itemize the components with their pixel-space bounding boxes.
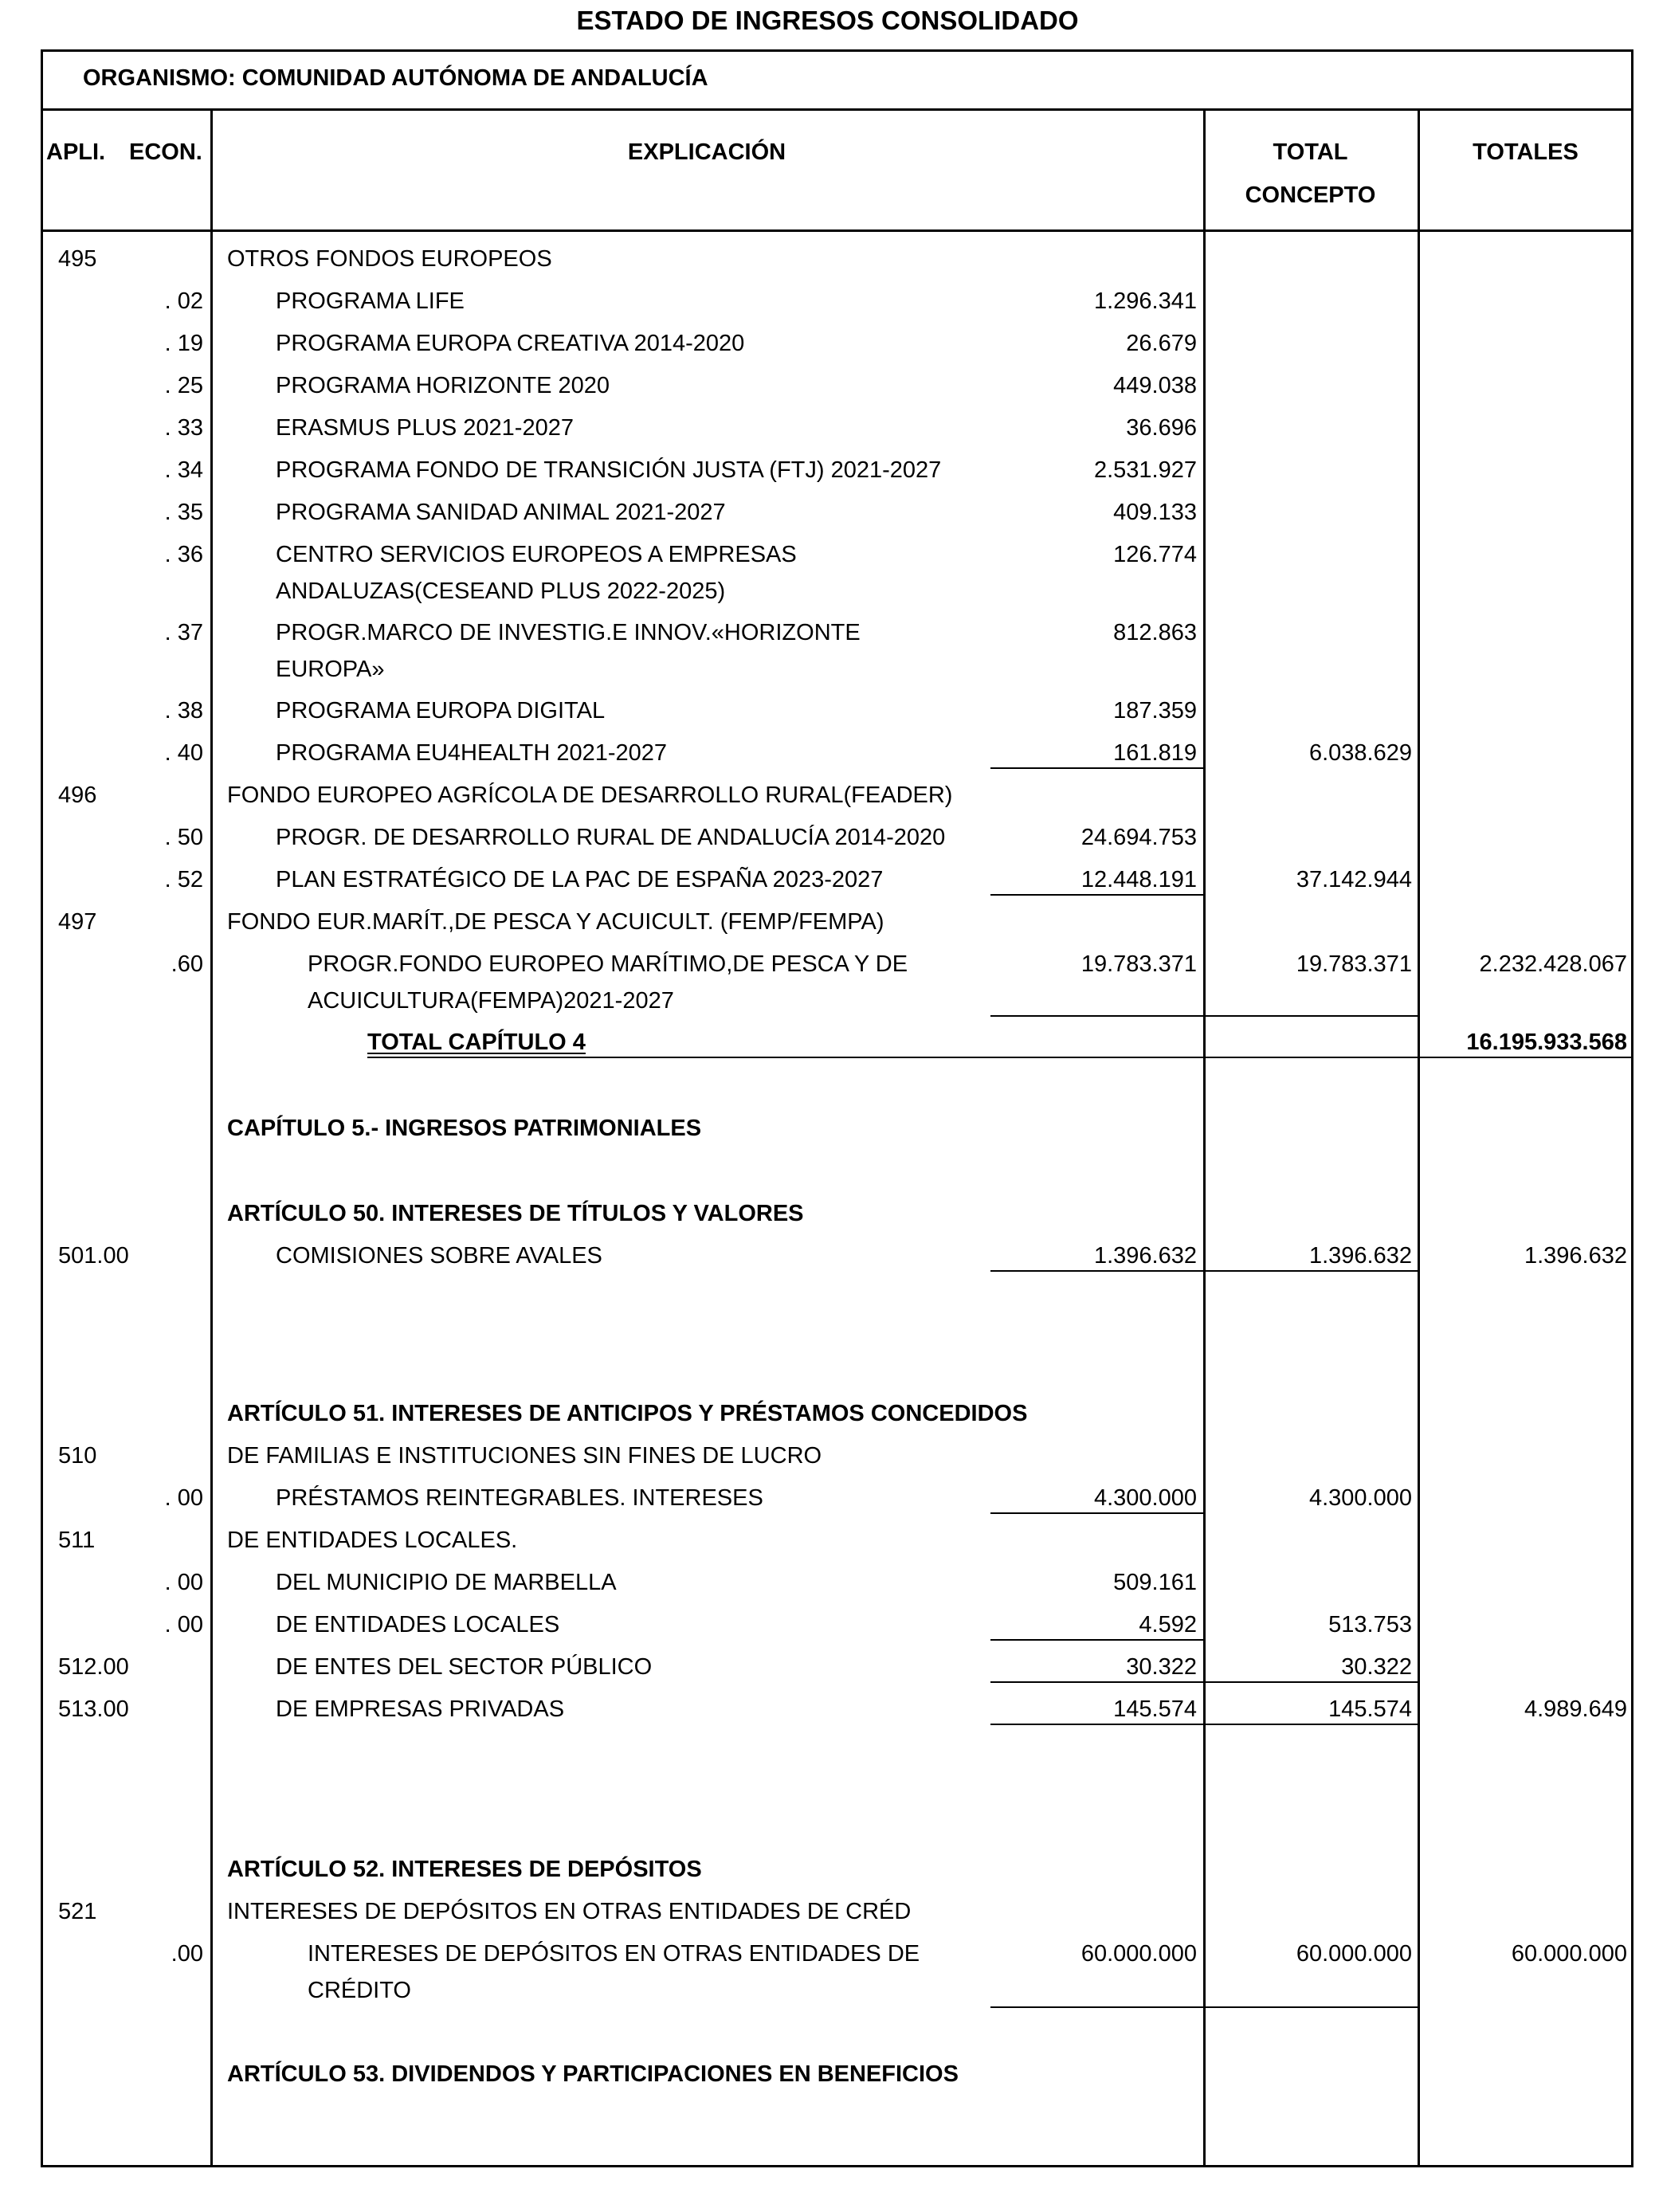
chapter-heading: CAPÍTULO 5.- INGRESOS PATRIMONIALES	[227, 1116, 702, 1141]
row-econ: . 00	[164, 1612, 203, 1637]
row-desc: DE ENTIDADES LOCALES.	[227, 1528, 518, 1553]
row-apli: 521	[58, 1899, 97, 1924]
subtotal-underline	[990, 1681, 1418, 1683]
row-total-concepto: 145.574	[1328, 1696, 1412, 1722]
row-amount: 145.574	[1113, 1696, 1197, 1722]
header-explicacion: EXPLICACIÓN	[627, 139, 786, 165]
row-desc: PROGRAMA EUROPA CREATIVA 2014-2020	[276, 331, 745, 356]
table-row	[0, 775, 1655, 816]
row-econ: . 50	[164, 825, 203, 850]
table-row	[0, 1604, 1655, 1645]
row-econ: . 38	[164, 698, 203, 724]
article-heading: ARTÍCULO 52. INTERESES DE DEPÓSITOS	[227, 1857, 702, 1882]
header-top-divider	[41, 108, 1633, 111]
row-desc: PROGRAMA FONDO DE TRANSICIÓN JUSTA (FTJ) 2021-2027	[276, 457, 942, 483]
table-row	[0, 1393, 1655, 1434]
table-row	[0, 534, 1655, 612]
total-capitulo-underline	[367, 1057, 1633, 1058]
row-apli: 512.00	[58, 1654, 129, 1680]
table-row	[0, 901, 1655, 943]
table-row	[0, 1562, 1655, 1603]
row-amount: 26.679	[1126, 331, 1197, 356]
row-econ: . 36	[164, 542, 203, 567]
row-amount: 19.783.371	[1080, 951, 1197, 977]
header-total-concepto-line2: CONCEPTO	[1245, 182, 1376, 208]
row-desc: INTERESES DE DEPÓSITOS EN OTRAS ENTIDADES DE CRÉD	[227, 1899, 912, 1924]
header-bottom-divider	[41, 229, 1633, 232]
row-desc: DE EMPRESAS PRIVADAS	[276, 1696, 565, 1722]
table-row	[0, 1891, 1655, 1932]
row-totales: 60.000.000	[1511, 1941, 1627, 1967]
page-title: ESTADO DE INGRESOS CONSOLIDADO	[576, 6, 1079, 35]
row-amount: 4.592	[1139, 1612, 1197, 1637]
row-total-concepto: 37.142.944	[1296, 867, 1412, 892]
row-desc: PROGR. DE DESARROLLO RURAL DE ANDALUCÍA 2014-2020	[276, 825, 946, 850]
row-total-concepto: 19.783.371	[1296, 951, 1412, 977]
row-amount: 1.396.632	[1093, 1243, 1197, 1269]
subtotal-underline	[990, 894, 1203, 896]
article-heading: ARTÍCULO 53. DIVIDENDOS Y PARTICIPACIONES EN BENEFICIOS	[227, 2061, 959, 2087]
row-amount: 60.000.000	[1080, 1941, 1197, 1967]
row-econ: . 19	[164, 331, 203, 356]
row-desc: CENTRO SERVICIOS EUROPEOS A EMPRESAS ANDALUZAS(CESEAND PLUS 2022-2025)	[276, 542, 797, 604]
row-desc: ERASMUS PLUS 2021-2027	[276, 415, 574, 441]
row-amount: 509.161	[1113, 1570, 1197, 1595]
row-amount: 1.296.341	[1093, 288, 1197, 314]
row-amount: 126.774	[1113, 542, 1197, 567]
row-desc: PROGRAMA HORIZONTE 2020	[276, 373, 610, 398]
table-row	[0, 817, 1655, 858]
row-apli: 497	[58, 909, 97, 935]
row-desc: PROGRAMA EUROPA DIGITAL	[276, 698, 606, 724]
row-econ: . 52	[164, 867, 203, 892]
row-desc: INTERESES DE DEPÓSITOS EN OTRAS ENTIDADES DE CRÉDITO	[308, 1941, 920, 2003]
row-amount: 24.694.753	[1080, 825, 1197, 850]
row-total-concepto: 60.000.000	[1296, 1941, 1412, 1967]
row-econ: . 33	[164, 415, 203, 441]
row-desc: PROGR.FONDO EUROPEO MARÍTIMO,DE PESCA Y DE ACUICULTURA(FEMPA)2021-2027	[308, 951, 908, 1014]
table-row	[0, 407, 1655, 449]
subtotal-underline	[990, 1015, 1418, 1017]
row-amount: 187.359	[1113, 698, 1197, 724]
row-amount: 2.531.927	[1093, 457, 1197, 483]
row-total-concepto: 30.322	[1341, 1654, 1412, 1680]
row-econ: . 35	[164, 500, 203, 525]
row-econ: . 00	[164, 1570, 203, 1595]
row-desc: PROGRAMA LIFE	[276, 288, 465, 314]
subtotal-underline	[990, 1724, 1418, 1725]
table-row	[0, 943, 1655, 1022]
organismo-label: ORGANISMO: COMUNIDAD AUTÓNOMA DE ANDALUCÍA	[83, 65, 708, 91]
row-desc: DE ENTIDADES LOCALES	[276, 1612, 560, 1637]
header-econ: ECON.	[129, 139, 202, 165]
row-total-concepto: 1.396.632	[1308, 1243, 1412, 1269]
row-desc: PROGR.MARCO DE INVESTIG.E INNOV.«HORIZONTE EUROPA»	[276, 620, 861, 682]
table-row	[0, 1193, 1655, 1234]
row-econ: .60	[171, 951, 203, 977]
row-amount: 36.696	[1126, 415, 1197, 441]
table-row	[0, 1933, 1655, 2011]
subtotal-underline	[990, 1639, 1203, 1641]
subtotal-underline	[990, 767, 1203, 769]
row-econ: . 40	[164, 740, 203, 766]
row-desc: FONDO EUR.MARÍT.,DE PESCA Y ACUICULT. (FEMP/FEMPA)	[227, 909, 884, 935]
row-amount: 161.819	[1113, 740, 1197, 766]
row-desc: DE FAMILIAS E INSTITUCIONES SIN FINES DE LUCRO	[227, 1443, 822, 1469]
row-total-concepto: 513.753	[1328, 1612, 1412, 1637]
table-row	[0, 859, 1655, 900]
total-capitulo-label: TOTAL CAPÍTULO 4	[367, 1030, 586, 1055]
row-amount: 30.322	[1126, 1654, 1197, 1680]
row-total-concepto: 6.038.629	[1308, 740, 1412, 766]
subtotal-underline	[990, 2006, 1418, 2008]
table-row	[0, 612, 1655, 690]
row-desc: COMISIONES SOBRE AVALES	[276, 1243, 602, 1269]
table-row	[0, 280, 1655, 322]
subtotal-underline	[990, 1512, 1203, 1514]
table-row	[0, 1108, 1655, 1149]
row-amount: 409.133	[1113, 500, 1197, 525]
row-apli: 513.00	[58, 1696, 129, 1722]
row-econ: .00	[171, 1941, 203, 1967]
table-row	[0, 1520, 1655, 1561]
row-apli: 511	[58, 1528, 96, 1553]
table-row	[0, 1849, 1655, 1890]
article-heading: ARTÍCULO 51. INTERESES DE ANTICIPOS Y PRÉSTAMOS CONCEDIDOS	[227, 1401, 1028, 1426]
article-heading: ARTÍCULO 50. INTERESES DE TÍTULOS Y VALORES	[227, 1201, 804, 1226]
row-desc: FONDO EUROPEO AGRÍCOLA DE DESARROLLO RURAL(FEADER)	[227, 782, 953, 808]
row-desc: PROGRAMA SANIDAD ANIMAL 2021-2027	[276, 500, 726, 525]
header-total-concepto-line1: TOTAL	[1273, 139, 1348, 165]
header-totales: TOTALES	[1473, 139, 1579, 165]
row-desc: PRÉSTAMOS REINTEGRABLES. INTERESES	[276, 1485, 763, 1511]
row-amount: 12.448.191	[1080, 867, 1197, 892]
row-total-concepto: 4.300.000	[1308, 1485, 1412, 1511]
row-desc: PROGRAMA EU4HEALTH 2021-2027	[276, 740, 668, 766]
table-row	[0, 238, 1655, 280]
row-desc: DEL MUNICIPIO DE MARBELLA	[276, 1570, 617, 1595]
row-desc: DE ENTES DEL SECTOR PÚBLICO	[276, 1654, 653, 1680]
row-totales: 4.989.649	[1524, 1696, 1627, 1722]
table-row	[0, 2053, 1655, 2095]
row-desc: OTROS FONDOS EUROPEOS	[227, 246, 552, 272]
row-econ: . 02	[164, 288, 203, 314]
row-totales: 1.396.632	[1524, 1243, 1627, 1269]
table-row	[0, 365, 1655, 406]
table-row	[0, 449, 1655, 491]
row-apli: 510	[58, 1443, 97, 1469]
table-row	[0, 1477, 1655, 1519]
row-amount: 449.038	[1113, 373, 1197, 398]
row-apli: 501.00	[58, 1243, 129, 1269]
row-apli: 495	[58, 246, 97, 272]
total-capitulo-value: 16.195.933.568	[1466, 1030, 1627, 1055]
table-row	[0, 690, 1655, 731]
row-totales: 2.232.428.067	[1479, 951, 1627, 977]
table-row	[0, 323, 1655, 364]
subtotal-underline	[990, 1270, 1418, 1272]
row-amount: 812.863	[1113, 620, 1197, 645]
header-apli: APLI.	[46, 139, 106, 165]
row-econ: . 00	[164, 1485, 203, 1511]
row-desc: PLAN ESTRATÉGICO DE LA PAC DE ESPAÑA 2023-2027	[276, 867, 884, 892]
row-amount: 4.300.000	[1093, 1485, 1197, 1511]
table-row	[0, 732, 1655, 774]
table-row	[0, 492, 1655, 533]
row-econ: . 25	[164, 373, 203, 398]
row-apli: 496	[58, 782, 97, 808]
row-econ: . 34	[164, 457, 203, 483]
row-econ: . 37	[164, 620, 203, 645]
table-row	[0, 1435, 1655, 1477]
